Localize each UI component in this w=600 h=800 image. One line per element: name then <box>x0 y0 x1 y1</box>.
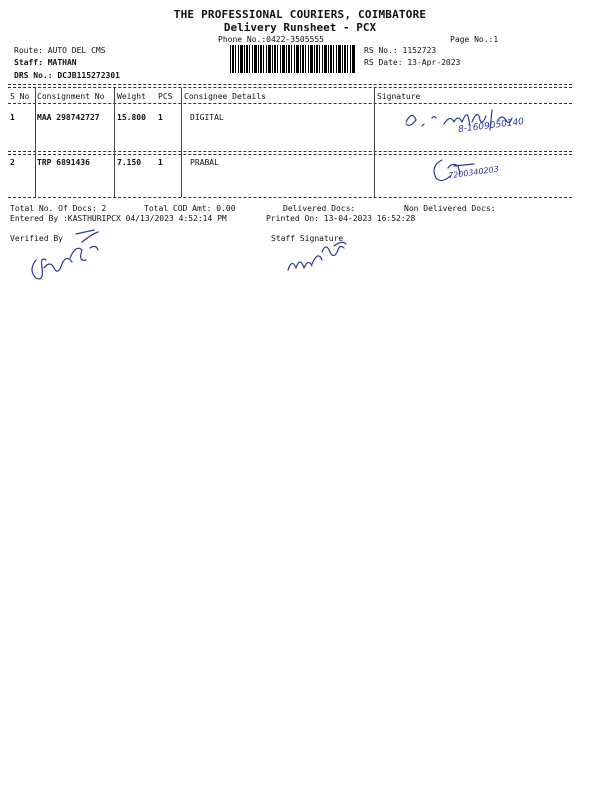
drs-number: DRS No.: DCJB115272301 <box>14 71 120 80</box>
staff-signature <box>282 234 362 278</box>
column-header-signature: Signature <box>377 92 421 101</box>
delivered-docs: Delivered Docs: <box>283 204 356 213</box>
barcode <box>230 45 356 73</box>
column-header-pcs: PCS <box>158 92 173 101</box>
staff-signature-label: Staff Signature <box>271 234 344 243</box>
recipient-phone-1: 8-1609050140 <box>457 117 525 135</box>
row-pcs: 1 <box>158 158 163 167</box>
column-separator <box>35 88 36 197</box>
rs-number: RS No.: 1152723 <box>364 46 437 55</box>
staff-label: Staff: MATHAN <box>14 58 77 67</box>
rs-date: RS Date: 13-Apr-2023 <box>364 58 461 67</box>
recipient-number-2: 7200340203 <box>447 164 500 181</box>
row-consignee: PRABAL <box>190 158 219 167</box>
row-weight: 7.150 <box>117 158 142 167</box>
table-bottom-rule <box>8 197 572 198</box>
phone-number: Phone No.:0422-3505555 <box>218 35 324 44</box>
printed-on: Printed On: 13-04-2023 16:52:28 <box>266 214 416 223</box>
table-top-rule-2 <box>8 87 572 88</box>
column-header-sno: S No <box>10 92 30 101</box>
column-header-consignment: Consignment No <box>37 92 105 101</box>
entered-by: Entered By :KASTHURIPCX 04/13/2023 4:52:14 PM <box>10 214 227 223</box>
column-header-consignee: Consignee Details <box>184 92 266 101</box>
row-sno: 1 <box>10 113 15 122</box>
row-weight: 15.800 <box>117 113 146 122</box>
row-consignee: DIGITAL <box>190 113 224 122</box>
column-header-weight: Weight <box>117 92 146 101</box>
row-consignment-no: MAA 298742727 <box>37 113 100 122</box>
column-separator <box>374 88 375 197</box>
total-docs: Total No. Of Docs: 2 <box>10 204 107 213</box>
row-sno: 2 <box>10 158 15 167</box>
company-name: THE PROFESSIONAL COURIERS, COIMBATORE <box>173 8 427 21</box>
row-pcs: 1 <box>158 113 163 122</box>
column-separator <box>181 88 182 197</box>
column-separator <box>114 88 115 197</box>
table-top-rule <box>8 84 572 85</box>
row-consignment-no: TRP 6891436 <box>37 158 90 167</box>
total-cod-amount: Total COD Amt: 0.00 <box>144 204 236 213</box>
non-delivered-docs: Non Delivered Docs: <box>404 204 496 213</box>
route-label: Route: AUTO DEL CMS <box>14 46 106 55</box>
page-number: Page No.:1 <box>450 35 499 44</box>
verifier-signature <box>24 228 114 288</box>
sheet-title: Delivery Runsheet - PCX <box>223 21 377 34</box>
verified-by-label: Verified By <box>10 234 63 243</box>
